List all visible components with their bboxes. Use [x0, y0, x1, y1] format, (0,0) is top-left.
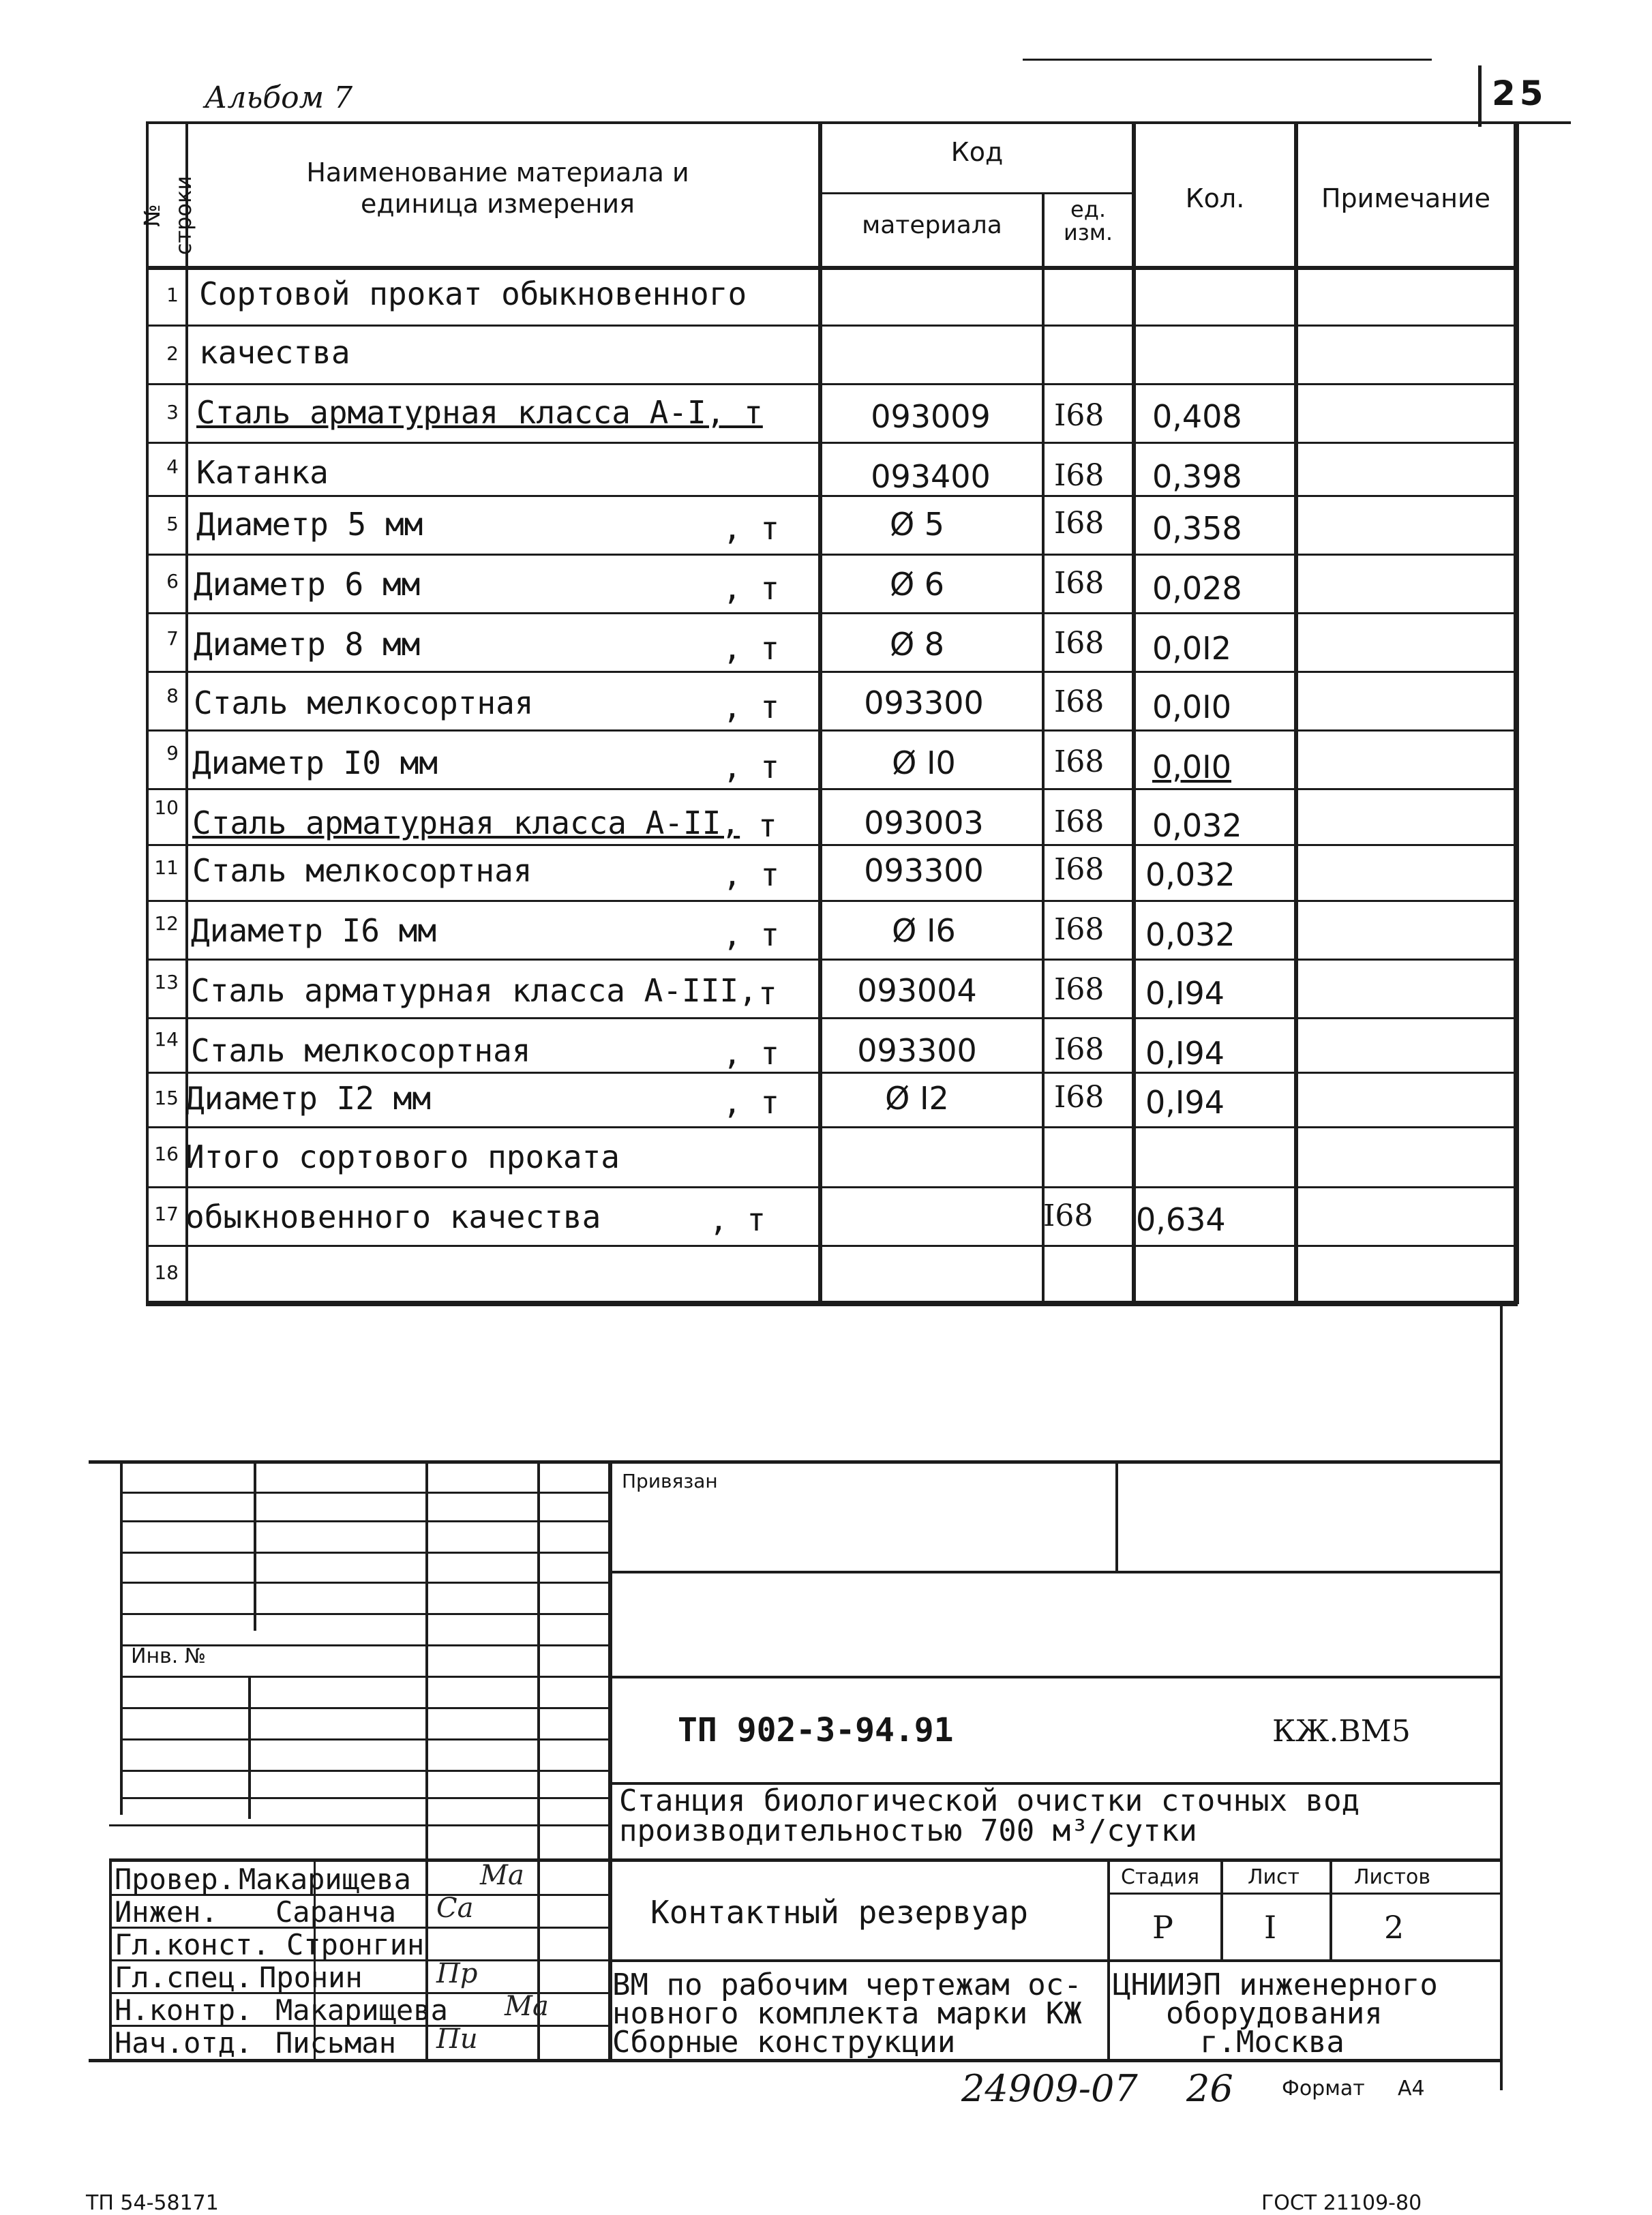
col-header-code: Код — [950, 137, 1004, 167]
unit-label: , т — [723, 689, 780, 725]
material-name: Диаметр I2 мм — [185, 1080, 432, 1117]
unit-label: , т — [723, 856, 780, 893]
page-frame-right — [1500, 1306, 1503, 2090]
project-title-line2: производительностью 700 м³/сутки — [619, 1813, 1197, 1848]
quantity: 0,032 — [1145, 856, 1235, 893]
doc-number: ТП 902-3-94.91 — [678, 1711, 954, 1749]
material-code: 093300 — [864, 852, 984, 889]
quantity: 0,634 — [1136, 1201, 1226, 1238]
organization-line1: ЦНИИЭП инженерного — [1113, 1968, 1438, 2002]
material-name: Диаметр I0 мм — [192, 744, 438, 781]
row-number: 3 — [166, 401, 179, 423]
quantity: 0,0I2 — [1152, 630, 1231, 667]
material-name: Итого сортового проката — [185, 1139, 620, 1175]
quantity: 0,032 — [1152, 807, 1242, 844]
unit-code: I68 — [1054, 972, 1105, 1007]
unit-code: I68 — [1054, 566, 1105, 601]
material-name: Диаметр 6 мм — [194, 566, 421, 603]
unit-label: , т — [723, 916, 780, 953]
material-code: 093400 — [871, 458, 991, 495]
unit-label: , т — [723, 570, 780, 607]
signer-role: Н.контр. — [115, 1993, 253, 2027]
unit-code: I68 — [1043, 1199, 1094, 1233]
signer-name: Макарищева — [275, 1993, 448, 2027]
material-code: 093003 — [864, 804, 984, 841]
col-header-code-unit: ед. изм. — [1063, 196, 1113, 245]
col-header-name: Наименование материала и единица измерения — [306, 157, 689, 219]
description-line1: ВМ по рабочим чертежам ос- — [612, 1968, 1082, 2002]
material-name: Катанка — [196, 454, 329, 491]
signer-name: Письман — [275, 2026, 397, 2060]
unit-code: I68 — [1054, 1032, 1105, 1067]
inv-number-label: Инв. № — [131, 1644, 207, 1668]
material-name: Сталь мелкосортная — [194, 684, 534, 721]
material-code: 093004 — [857, 972, 977, 1009]
row-number: 9 — [166, 742, 179, 764]
row-number: 18 — [154, 1261, 179, 1284]
top-rule — [1023, 59, 1432, 61]
unit-code: I68 — [1054, 458, 1105, 493]
row-number: 2 — [166, 342, 179, 365]
signer-role: Инжен. — [115, 1895, 218, 1929]
row-number: 16 — [154, 1143, 179, 1165]
quantity: 0,358 — [1152, 510, 1242, 547]
unit-code: I68 — [1054, 626, 1105, 661]
unit-label: , т — [723, 1035, 780, 1072]
unit-code: I68 — [1054, 684, 1105, 719]
quantity: 0,I94 — [1145, 1035, 1225, 1072]
row-number: 13 — [154, 971, 179, 993]
row-number: 10 — [154, 796, 179, 819]
unit-label: , т — [723, 510, 780, 547]
unit-label: , т — [723, 749, 780, 785]
row-number: 12 — [154, 912, 179, 935]
row-number: 11 — [154, 856, 179, 879]
stage-label: Стадия — [1121, 1865, 1200, 1889]
privyazan-label: Привязан — [622, 1470, 718, 1492]
material-code: Ø I0 — [892, 744, 956, 781]
organization-line3: г.Москва — [1200, 2025, 1345, 2060]
material-code: Ø 6 — [889, 566, 945, 603]
quantity: 0,I94 — [1145, 1084, 1225, 1121]
unit-code: I68 — [1054, 398, 1105, 433]
format-label: Формат — [1282, 2077, 1365, 2100]
sheets-label: Листов — [1354, 1865, 1431, 1889]
signer-role: Провер. — [115, 1863, 236, 1896]
signature-mark: Са — [436, 1893, 474, 1924]
row-number: 15 — [154, 1087, 179, 1109]
description-line3: Сборные конструкции — [612, 2025, 956, 2060]
material-name: Диаметр I6 мм — [191, 912, 437, 949]
material-name: обыкновенного качества — [185, 1199, 601, 1235]
stage-value: Р — [1152, 1909, 1173, 1946]
quantity: 0,032 — [1145, 916, 1235, 953]
signature-mark: Пи — [436, 2023, 478, 2055]
col-header-qty: Кол. — [1185, 183, 1245, 213]
unit-code: I68 — [1054, 912, 1105, 947]
quantity: 0,0I0 — [1152, 749, 1231, 785]
signer-name: Пронин — [259, 1961, 363, 1994]
quantity: 0,398 — [1152, 458, 1242, 495]
row-number: 8 — [166, 684, 179, 707]
quantity: 0,0I0 — [1152, 689, 1231, 725]
handwritten-archive-number: 24909-07 — [961, 2067, 1138, 2110]
organization-line2: оборудования — [1166, 1996, 1383, 2031]
material-code: 093300 — [857, 1032, 977, 1069]
sheet-value: I — [1264, 1909, 1277, 1946]
material-code: Ø I2 — [885, 1080, 949, 1117]
signature-mark: Пр — [436, 1958, 478, 1989]
signer-name: Макарищева — [239, 1863, 411, 1896]
row-number: 6 — [166, 570, 179, 592]
project-title-line1: Станция биологической очистки сточных вод — [619, 1783, 1360, 1818]
material-name: качества — [199, 334, 350, 371]
bottom-right-standard: ГОСТ 21109-80 — [1261, 2191, 1422, 2215]
unit-label: , т — [723, 630, 780, 667]
page-number-divider — [1478, 65, 1482, 127]
material-name: Сталь мелкосортная — [192, 852, 532, 889]
unit-label: , т — [709, 1201, 766, 1238]
signature-mark: Ма — [505, 1991, 549, 2022]
material-code: 093300 — [864, 684, 984, 721]
row-number: 4 — [166, 455, 179, 478]
unit-label: т — [758, 807, 777, 844]
signer-name: Саранча — [275, 1895, 397, 1929]
unit-code: I68 — [1054, 852, 1105, 887]
sheets-value: 2 — [1384, 1909, 1405, 1946]
material-name: Сортовой прокат обыкновенного — [199, 275, 747, 312]
quantity: 0,I94 — [1145, 975, 1225, 1012]
row-number: 7 — [166, 627, 179, 650]
format-value: А4 — [1398, 2077, 1425, 2100]
handwritten-page-number: 26 — [1186, 2067, 1233, 2110]
sheet-title: Контактный резервуар — [650, 1894, 1028, 1931]
material-name: Диаметр 5 мм — [196, 506, 423, 543]
material-code: Ø 5 — [889, 506, 945, 543]
signer-role: Нач.отд. — [115, 2026, 253, 2060]
quantity: 0,028 — [1152, 570, 1242, 607]
material-name: Сталь арматурная класса А-I, т — [196, 394, 763, 431]
album-label: Альбом 7 — [205, 80, 353, 115]
sheet-label: Лист — [1248, 1865, 1300, 1889]
signer-role: Гл.конст. — [115, 1928, 270, 1961]
material-name: Диаметр 8 мм — [194, 626, 421, 663]
description-line2: новного комплекта марки КЖ — [612, 1996, 1082, 2031]
quantity: 0,408 — [1152, 398, 1242, 435]
signer-role: Гл.спец. — [115, 1961, 253, 1994]
col-header-row-no: № строки — [139, 175, 196, 256]
material-name: Сталь арматурная класса А-III, — [191, 972, 757, 1009]
unit-code: I68 — [1054, 804, 1105, 839]
material-code: Ø 8 — [889, 626, 945, 663]
col-header-code-material: материала — [862, 211, 1002, 239]
unit-label: , т — [723, 1084, 780, 1121]
material-name: Сталь мелкосортная — [191, 1032, 531, 1069]
unit-code: I68 — [1054, 1080, 1105, 1115]
unit-code: I68 — [1054, 744, 1105, 779]
material-name: Сталь арматурная класса А-II, — [192, 804, 740, 841]
doc-mark: КЖ.ВМ5 — [1272, 1714, 1411, 1749]
col-header-note: Примечание — [1321, 183, 1491, 213]
row-number: 14 — [154, 1028, 179, 1051]
row-number: 1 — [166, 284, 179, 306]
bottom-left-code: ТП 54-58171 — [86, 2191, 219, 2215]
signer-name: Стронгин — [286, 1928, 425, 1961]
row-number: 17 — [154, 1203, 179, 1225]
material-code: 093009 — [871, 398, 991, 435]
signature-mark: Ма — [480, 1860, 524, 1891]
material-code: Ø I6 — [892, 912, 956, 949]
unit-label: т — [758, 975, 777, 1012]
page-number: 25 — [1492, 74, 1548, 113]
unit-code: I68 — [1054, 506, 1105, 541]
row-number: 5 — [166, 513, 179, 535]
